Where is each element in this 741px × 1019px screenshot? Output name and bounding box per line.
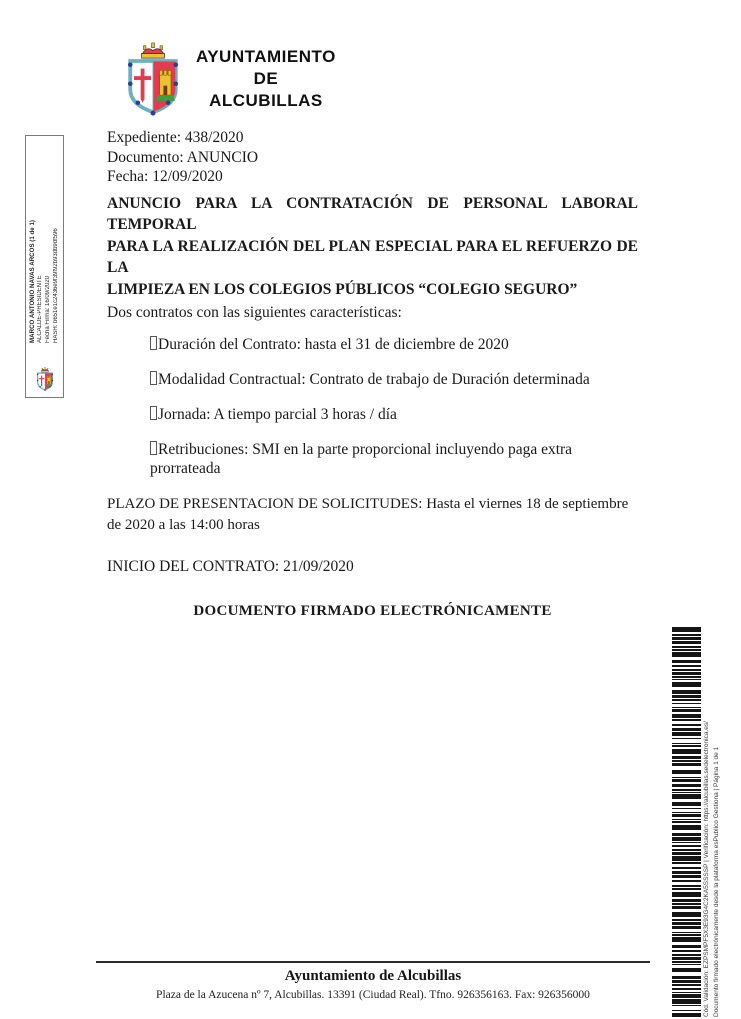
verification-strip-text [703, 627, 721, 1017]
document-metadata [107, 128, 638, 187]
electronic-signature-notice: DOCUMENTO FIRMADO ELECTRÓNICAMENTE [193, 603, 552, 619]
contract-characteristics-list [107, 335, 638, 478]
list-item [150, 335, 638, 354]
list-item [150, 405, 638, 424]
documento-line: Documento: ANUNCIO [107, 148, 259, 166]
missing-glyph-bullet-icon [150, 371, 157, 385]
validation-code-line: Cód. Validación: EZPSMPF5X3E93G4C2KA5SSSSP | Verificación: https://alcubillas.sedelectronica.es/ [703, 721, 710, 1017]
title-line-3: LIMPIEZA EN LOS COLEGIOS PÚBLICOS “COLEGIO SEGURO” [107, 280, 578, 298]
verification-barcode [672, 627, 701, 1019]
org-line-1: AYUNTAMIENTO [196, 47, 336, 66]
signer-name: MARCO ANTONIO NAVAS ARCOS (1 de 1) [29, 220, 36, 343]
list-item-text: Duración del Contrato: hasta el 31 de diciembre de 2020 [158, 336, 509, 353]
list-item [150, 440, 638, 478]
signer-role: ALCALDE-PRESIDENTE [37, 275, 43, 343]
missing-glyph-bullet-icon [150, 336, 157, 350]
missing-glyph-bullet-icon [150, 441, 157, 455]
intro-paragraph: Dos contratos con las siguientes características: [107, 304, 402, 321]
list-item-text: Modalidad Contractual: Contrato de trabajo de Duración determinada [158, 371, 590, 388]
page-footer [96, 961, 650, 1001]
signature-stamp-box [25, 135, 64, 398]
announcement-title [107, 193, 638, 301]
signature-stamp-text [29, 196, 60, 343]
signature-hash: HASH: b651e1c2436e9f39f92b93db9df596 [53, 228, 59, 343]
missing-glyph-bullet-icon [150, 406, 157, 420]
document-body [107, 0, 638, 620]
expediente-line: Expediente: 438/2020 [107, 129, 244, 146]
list-item [150, 370, 638, 389]
footer-address: Plaza de la Azucena nº 7, Alcubillas. 13391 (Ciudad Real). Tfno. 926356163. Fax: 926356000 [156, 989, 590, 1001]
title-line-2: PARA LA REALIZACIÓN DEL PLAN ESPECIAL PARA EL REFUERZO DE LA [107, 237, 638, 276]
coat-of-arms-icon-small [35, 367, 55, 391]
contract-start-line: INICIO DEL CONTRATO: 21/09/2020 [107, 558, 354, 575]
list-item-text: Retribuciones: SMI en la parte proporcional incluyendo paga extra prorrateada [150, 441, 573, 477]
org-line-3: ALCUBILLAS [209, 91, 323, 110]
platform-line: Documento firmado electrónicamente desde la plataforma esPublico Gestiona | Página 1 de 1 [713, 746, 720, 1017]
deadline-paragraph: PLAZO DE PRESENTACION DE SOLICITUDES: Hasta el viernes 18 de septiembre de 2020 a las 14:00 horas [107, 496, 629, 533]
org-line-2: DE [253, 69, 279, 88]
title-line-1: ANUNCIO PARA LA CONTRATACIÓN DE PERSONAL LABORAL TEMPORAL [107, 194, 638, 233]
fecha-line: Fecha: 12/09/2020 [107, 168, 223, 185]
footer-organization: Ayuntamiento de Alcubillas [284, 968, 462, 984]
signature-date: Fecha Firma: 16/09/2020 [45, 275, 51, 343]
list-item-text: Jornada: A tiempo parcial 3 horas / día [158, 406, 397, 423]
